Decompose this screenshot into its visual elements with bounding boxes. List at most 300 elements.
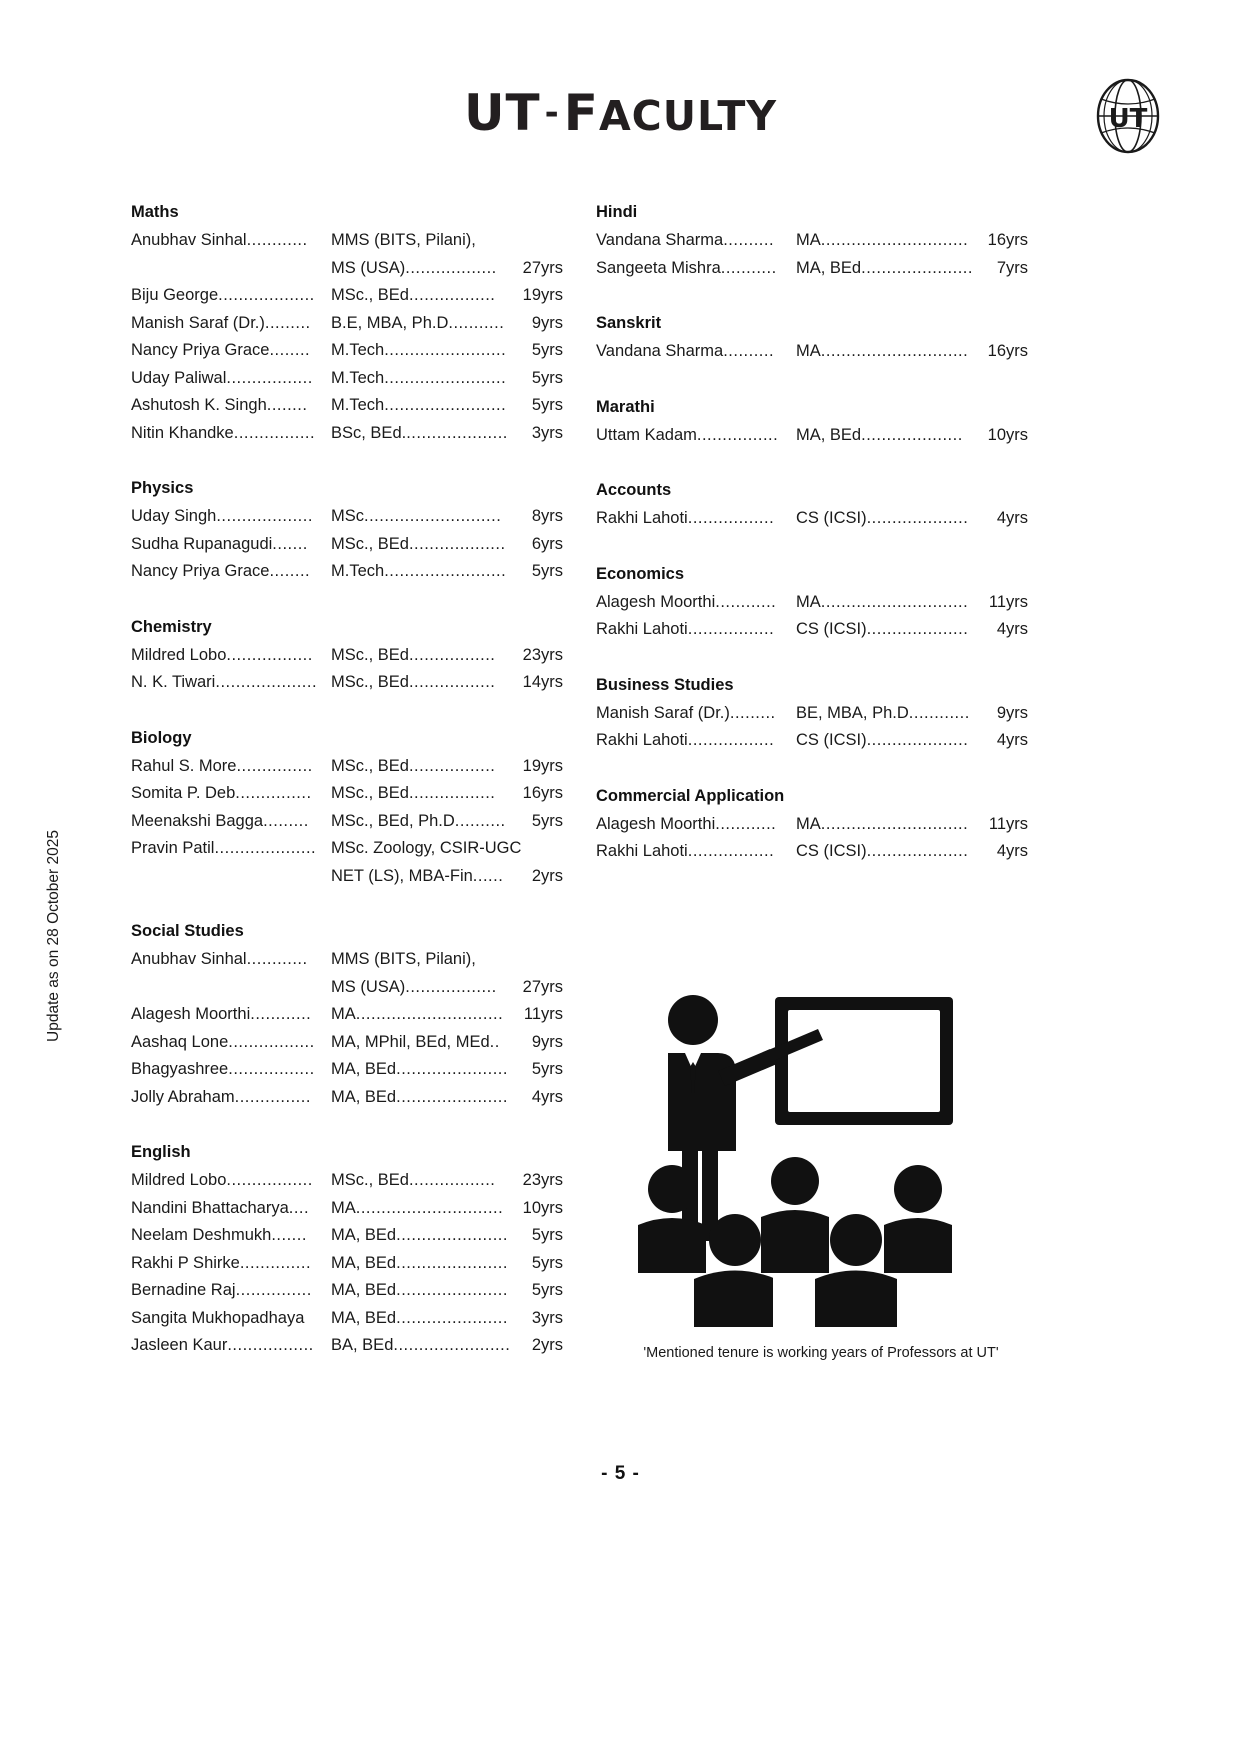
qualification-leader-dots: ................. [408, 1171, 496, 1189]
qualification: MSc., BEd [331, 645, 409, 664]
tenure-years: 5yrs [531, 811, 563, 830]
qualification-leader-dots: .......... [454, 811, 506, 830]
qualification-leader-dots: ............................. [820, 814, 969, 833]
faculty-entry [131, 642, 563, 670]
svg-text:UT: UT [1108, 104, 1148, 134]
name-leader-dots: ............ [246, 231, 308, 249]
faculty-name-cell [131, 946, 331, 974]
faculty-name-cell [596, 505, 796, 533]
faculty-name: Uday Paliwal [131, 368, 227, 387]
name-leader-dots: ........ [266, 396, 308, 414]
qualification-cell [331, 753, 563, 781]
department-heading: Maths [131, 203, 179, 221]
qualification-leader-dots: .................... [866, 842, 969, 860]
qualification-leader-dots: ...................... [396, 1308, 508, 1327]
faculty-name: Manish Saraf (Dr.) [131, 313, 265, 332]
faculty-name: Bernadine Raj [131, 1281, 236, 1299]
faculty-entry [131, 227, 563, 255]
faculty-entry [131, 808, 563, 836]
qualification-cell [331, 531, 563, 559]
faculty-entry [131, 1084, 563, 1112]
qualification: MMS (BITS, Pilani), [331, 950, 476, 968]
title-faculty-initial: F [563, 84, 599, 142]
qualification: MS (USA) [331, 977, 406, 996]
name-leader-dots: .......... [723, 342, 775, 360]
department-heading: Commercial Application [596, 786, 785, 805]
tenure-years: 14yrs [522, 673, 563, 691]
update-date-note: Update as on 28 October 2025 [45, 830, 62, 1042]
qualification: MA, BEd [796, 258, 862, 277]
tenure-years: 11yrs [988, 592, 1028, 611]
qualification-cell [331, 255, 563, 283]
faculty-name: Alagesh Moorthi [131, 1005, 251, 1023]
qualification-leader-dots: ........................ [384, 396, 507, 414]
faculty-name-cell [131, 835, 331, 863]
faculty-name-cell [131, 282, 331, 310]
qualification-cell [331, 1277, 563, 1305]
faculty-entry [131, 337, 563, 365]
name-leader-dots: ................... [218, 286, 315, 304]
faculty-name-cell [131, 365, 331, 393]
qualification-cell [331, 1029, 563, 1057]
faculty-name: Nancy Priya Grace [131, 562, 270, 580]
tenure-years: 10yrs [987, 425, 1028, 444]
qualification: BSc, BEd. [331, 423, 407, 442]
qualification-cell [331, 642, 563, 670]
faculty-entry [596, 838, 1028, 866]
faculty-entry [131, 1029, 563, 1057]
faculty-name: Alagesh Moorthi [596, 814, 716, 833]
page-title [0, 84, 1241, 142]
qualification: BA, BEd [331, 1336, 394, 1354]
qualification-leader-dots: ........................ [384, 368, 507, 387]
qualification-leader-dots: .................... [866, 731, 969, 749]
qualification-cell [796, 422, 1028, 450]
qualification-leader-dots: ................. [408, 784, 496, 802]
faculty-name: Vandana Sharma [596, 342, 724, 360]
qualification: MA [331, 1005, 356, 1023]
qualification-leader-dots: ........................ [384, 562, 507, 580]
name-leader-dots: ............ [715, 814, 777, 833]
tenure-years: 4yrs [531, 1087, 563, 1106]
name-leader-dots: ............... [234, 1087, 311, 1106]
faculty-entry [596, 227, 1028, 255]
department-heading: Physics [131, 479, 194, 497]
faculty-name-cell [131, 1250, 331, 1278]
qualification-leader-dots: ...................... [861, 258, 973, 277]
tenure-years: 5yrs [531, 368, 563, 387]
qualification: MA [331, 1198, 356, 1217]
qualification: MSc [331, 507, 364, 525]
faculty-name-cell [131, 392, 331, 420]
name-leader-dots: ................. [228, 1032, 315, 1051]
faculty-entry [131, 531, 563, 559]
qualification-leader-dots: ...................... [396, 1281, 508, 1299]
qualification-cell [331, 1250, 563, 1278]
faculty-name-cell [596, 700, 796, 728]
faculty-entry [131, 1056, 563, 1084]
qualification-cell [331, 1222, 563, 1250]
qualification-leader-dots: ............ [908, 703, 970, 722]
tenure-years: 5yrs [531, 1253, 563, 1272]
faculty-entry [131, 310, 563, 338]
qualification-leader-dots: .................... [861, 425, 963, 444]
qualification-cell [331, 835, 563, 863]
faculty-name-cell [131, 503, 331, 531]
faculty-entry [131, 1277, 563, 1305]
faculty-entry [131, 503, 563, 531]
qualification-cell [796, 338, 1028, 366]
qualification: MSc., BEd [331, 1171, 409, 1189]
faculty-entry [131, 753, 563, 781]
qualification: MA, BEd [331, 1253, 397, 1272]
faculty-name: Jasleen Kaur [131, 1336, 228, 1354]
qualification-leader-dots: ............................. [820, 592, 969, 611]
qualification: NET (LS), MBA-Fin [331, 866, 473, 885]
faculty-name: Anubhav Sinhal [131, 950, 247, 968]
department-heading: Chemistry [131, 617, 212, 636]
faculty-entry [596, 338, 1028, 366]
illustration-caption: 'Mentioned tenure is working years of Professors at UT' [643, 1345, 999, 1361]
faculty-name-cell [596, 227, 796, 255]
faculty-name-cell [131, 1277, 331, 1305]
faculty-name-cell [596, 589, 796, 617]
faculty-entry [596, 700, 1028, 728]
qualification-cell [331, 1332, 563, 1360]
qualification-leader-dots: ........................... [364, 507, 502, 525]
name-leader-dots: ............... [236, 756, 313, 775]
tenure-years: 5yrs [531, 1281, 563, 1299]
faculty-name-cell [131, 337, 331, 365]
qualification-leader-dots: .................... [406, 423, 508, 442]
tenure-years: 4yrs [996, 620, 1028, 638]
qualification-leader-dots: ...................... [396, 1226, 508, 1244]
department-heading: Sanskrit [596, 314, 662, 332]
faculty-name: Biju George [131, 286, 219, 304]
faculty-entry [596, 811, 1028, 839]
qualification-cell [331, 365, 563, 393]
name-leader-dots: ............... [235, 1281, 312, 1299]
qualification-cell [331, 227, 563, 255]
qualification: MSc. Zoology, CSIR-UGC [331, 839, 522, 857]
tenure-years: 9yrs [996, 703, 1028, 722]
qualification-cell [331, 1001, 563, 1029]
faculty-name-cell [131, 1167, 331, 1195]
name-leader-dots: .......... [723, 231, 775, 249]
faculty-name-cell [131, 1195, 331, 1223]
page-number: - 5 - [601, 1463, 640, 1484]
teacher-classroom-illustration [630, 985, 960, 1330]
faculty-name: Rakhi P Shirke [131, 1253, 240, 1272]
faculty-name-cell [131, 1001, 331, 1029]
qualification-leader-dots: ................... [408, 534, 506, 553]
faculty-entry [131, 946, 563, 974]
page-header [0, 84, 1241, 164]
qualification-cell [796, 616, 1028, 644]
qualification-leader-dots: ........... [448, 313, 505, 332]
name-leader-dots: ................ [696, 425, 779, 444]
department-heading: Accounts [596, 481, 672, 499]
department-heading: Economics [596, 564, 685, 583]
tenure-years: 4yrs [996, 731, 1028, 749]
faculty-name: Rakhi Lahoti [596, 620, 688, 638]
qualification-cell [796, 227, 1028, 255]
faculty-name-cell [131, 310, 331, 338]
faculty-entry [131, 282, 563, 310]
tenure-years: 4yrs [996, 509, 1028, 527]
qualification: MSc., BEd [331, 534, 409, 553]
qualification-cell [331, 1056, 563, 1084]
qualification-cell [796, 589, 1028, 617]
faculty-name-cell [131, 780, 331, 808]
faculty-name-cell [596, 338, 796, 366]
tenure-years: 23yrs [522, 1171, 563, 1189]
qualification-leader-dots: ............................. [355, 1198, 504, 1217]
qualification: MA, BEd [331, 1060, 397, 1078]
faculty-entry [131, 558, 563, 586]
qualification: MA [796, 814, 821, 833]
qualification: CS (ICSI) [796, 731, 867, 749]
qualification: MMS (BITS, Pilani), [331, 231, 476, 249]
tenure-years: 16yrs [987, 342, 1028, 360]
left-column [131, 198, 563, 1360]
faculty-name: Nitin Khandke [131, 423, 234, 442]
tenure-years: 11yrs [523, 1005, 563, 1023]
faculty-entry [131, 1250, 563, 1278]
qualification: M.Tech [331, 368, 385, 387]
faculty-name: Mildred Lobo [131, 1171, 227, 1189]
name-leader-dots: .................... [214, 839, 317, 857]
faculty-name-cell [131, 1056, 331, 1084]
qualification-leader-dots: .................. [405, 977, 497, 996]
faculty-name: Sudha Rupanagudi [131, 534, 273, 553]
name-leader-dots: ............... [235, 784, 312, 802]
faculty-name-cell [131, 642, 331, 670]
faculty-entry [131, 780, 563, 808]
faculty-name: Meenakshi Bagga [131, 811, 264, 830]
tenure-years: 10yrs [522, 1198, 563, 1217]
qualification: MA, MPhil, BEd, MEd [331, 1032, 490, 1051]
name-leader-dots: ................... [216, 507, 313, 525]
faculty-name-cell [131, 1332, 331, 1360]
faculty-entry [131, 255, 563, 283]
name-leader-dots: ................ [233, 423, 316, 442]
department-heading: English [131, 1143, 191, 1161]
name-leader-dots: ................. [228, 1060, 315, 1078]
ut-globe-logo [1090, 78, 1166, 154]
tenure-years: 19yrs [522, 286, 563, 304]
faculty-entry [596, 727, 1028, 755]
qualification-cell [796, 727, 1028, 755]
faculty-entry [131, 365, 563, 393]
faculty-name: Rahul S. More [131, 756, 237, 775]
faculty-name-cell [131, 420, 331, 448]
name-leader-dots: ................. [227, 1336, 314, 1354]
name-leader-dots: ......... [729, 703, 776, 722]
qualification-cell [331, 337, 563, 365]
faculty-name: Somita P. Deb [131, 784, 236, 802]
faculty-entry [131, 420, 563, 448]
qualification-cell [331, 1305, 563, 1333]
qualification-cell [331, 780, 563, 808]
faculty-name: Bhagyashree [131, 1060, 229, 1078]
name-leader-dots: ............ [246, 950, 308, 968]
faculty-name-cell [596, 838, 796, 866]
tenure-years: 2yrs [531, 1336, 563, 1354]
qualification-cell [331, 503, 563, 531]
name-leader-dots: ....... [271, 1226, 307, 1244]
faculty-name: Uttam Kadam [596, 425, 697, 444]
name-leader-dots: ................. [687, 842, 775, 860]
qualification: M.Tech [331, 562, 385, 580]
faculty-entry [131, 1195, 563, 1223]
name-leader-dots: ............ [715, 592, 777, 611]
qualification: CS (ICSI) [796, 620, 867, 638]
qualification: CS (ICSI) [796, 509, 867, 527]
qualification-cell [331, 808, 563, 836]
faculty-name: Sangita Mukhopadhaya [131, 1308, 305, 1327]
qualification-cell [331, 974, 563, 1002]
qualification: CS (ICSI) [796, 842, 867, 860]
faculty-entry [131, 1305, 563, 1333]
department-heading: Business Studies [596, 675, 734, 694]
faculty-entry [596, 255, 1028, 283]
tenure-years: 5yrs [531, 1226, 563, 1244]
qualification-cell [331, 310, 563, 338]
tenure-years: 16yrs [522, 784, 563, 802]
name-leader-dots: ................. [687, 620, 775, 638]
faculty-name: Anubhav Sinhal [131, 231, 247, 249]
faculty-name-cell [131, 227, 331, 255]
qualification: MA, BEd [331, 1226, 397, 1244]
name-leader-dots: ....... [272, 534, 308, 553]
qualification: MA, BEd [796, 425, 862, 444]
title-faculty-rest: ACULTY [598, 92, 778, 140]
faculty-name: Jolly Abraham [131, 1087, 235, 1106]
qualification: MSc., BEd, Ph.D [331, 811, 455, 830]
tenure-years: 23yrs [522, 645, 563, 664]
qualification-cell [331, 1084, 563, 1112]
faculty-name-cell [131, 558, 331, 586]
qualification-cell [331, 392, 563, 420]
faculty-name-cell [596, 616, 796, 644]
name-leader-dots: ........ [269, 562, 311, 580]
qualification-leader-dots: ................. [408, 645, 496, 664]
qualification-cell [331, 282, 563, 310]
qualification-cell [796, 811, 1028, 839]
qualification-leader-dots: ................. [408, 286, 496, 304]
qualification-leader-dots: ...................... [396, 1060, 508, 1078]
qualification: M.Tech [331, 341, 385, 359]
qualification: MA, BEd [331, 1087, 397, 1106]
faculty-entry [596, 589, 1028, 617]
name-leader-dots: ................. [687, 509, 775, 527]
qualification-leader-dots: ................. [408, 673, 496, 691]
name-leader-dots: ............ [250, 1005, 312, 1023]
faculty-entry [131, 1332, 563, 1360]
name-leader-dots: ........ [269, 341, 311, 359]
qualification-cell [331, 1167, 563, 1195]
qualification-cell [796, 838, 1028, 866]
faculty-name: Nandini Bhattacharya [131, 1198, 289, 1217]
department-heading: Marathi [596, 397, 655, 416]
faculty-name: Vandana Sharma [596, 231, 724, 249]
qualification-cell [331, 863, 563, 891]
faculty-entry [131, 974, 563, 1002]
faculty-name-cell [131, 1305, 331, 1333]
name-leader-dots: .... [288, 1198, 310, 1217]
faculty-name: N. K. Tiwari [131, 673, 216, 691]
tenure-years: 2yrs [531, 866, 563, 885]
tenure-years: 5yrs [531, 1060, 563, 1078]
qualification-leader-dots: ............................. [820, 231, 969, 249]
qualification-cell [331, 558, 563, 586]
tenure-years: 19yrs [522, 756, 563, 775]
faculty-name: Ashutosh K. Singh [131, 396, 267, 414]
tenure-years: 16yrs [987, 231, 1028, 249]
tenure-years: 27yrs [522, 258, 563, 277]
faculty-entry [131, 392, 563, 420]
faculty-entry [131, 835, 563, 863]
qualification: MSc., BEd [331, 756, 409, 775]
tenure-years: 4yrs [996, 842, 1028, 860]
faculty-name: Sangeeta Mishra [596, 258, 721, 277]
qualification-leader-dots: ...................... [396, 1253, 508, 1272]
faculty-name-cell [131, 531, 331, 559]
qualification-leader-dots: ................. [408, 756, 496, 775]
qualification-leader-dots: ...................... [396, 1087, 508, 1106]
faculty-name: Nancy Priya Grace [131, 341, 270, 359]
qualification: BE, MBA, Ph.D [796, 703, 909, 722]
faculty-name-cell [131, 1084, 331, 1112]
tenure-years: 9yrs [531, 313, 563, 332]
qualification-leader-dots: ....................... [393, 1336, 511, 1354]
qualification-cell [331, 946, 563, 974]
tenure-years: 8yrs [531, 507, 563, 525]
faculty-name: Rakhi Lahoti [596, 509, 688, 527]
qualification-leader-dots: ............................. [355, 1005, 504, 1023]
faculty-name-cell [596, 811, 796, 839]
qualification-leader-dots: ............................. [820, 342, 969, 360]
tenure-years: 3yrs [531, 1308, 563, 1327]
tenure-years: 3yrs [531, 423, 563, 442]
faculty-entry [131, 1222, 563, 1250]
faculty-entry [131, 863, 563, 891]
title-dash: - [544, 93, 560, 133]
qualification: B.E, MBA, Ph.D [331, 313, 449, 332]
name-leader-dots: ......... [263, 811, 309, 830]
faculty-name-cell [596, 255, 796, 283]
faculty-name-cell [131, 753, 331, 781]
name-leader-dots: ................. [226, 645, 313, 664]
faculty-name: Rakhi Lahoti [596, 842, 688, 860]
qualification-cell [796, 700, 1028, 728]
tenure-years: 5yrs [531, 396, 563, 414]
name-leader-dots: .................... [215, 673, 318, 691]
qualification: MSc., BEd [331, 286, 409, 304]
department-heading: Hindi [596, 203, 638, 221]
faculty-entry [596, 505, 1028, 533]
faculty-name-cell [131, 1222, 331, 1250]
name-leader-dots: ......... [264, 313, 311, 332]
faculty-name-cell [131, 669, 331, 697]
qualification: M.Tech [331, 396, 385, 414]
faculty-name: Aashaq Lone [131, 1032, 229, 1051]
faculty-name-cell [131, 808, 331, 836]
faculty-name: Mildred Lobo [131, 645, 227, 664]
name-leader-dots: ................. [226, 1171, 313, 1189]
faculty-name: Uday Singh [131, 507, 217, 525]
